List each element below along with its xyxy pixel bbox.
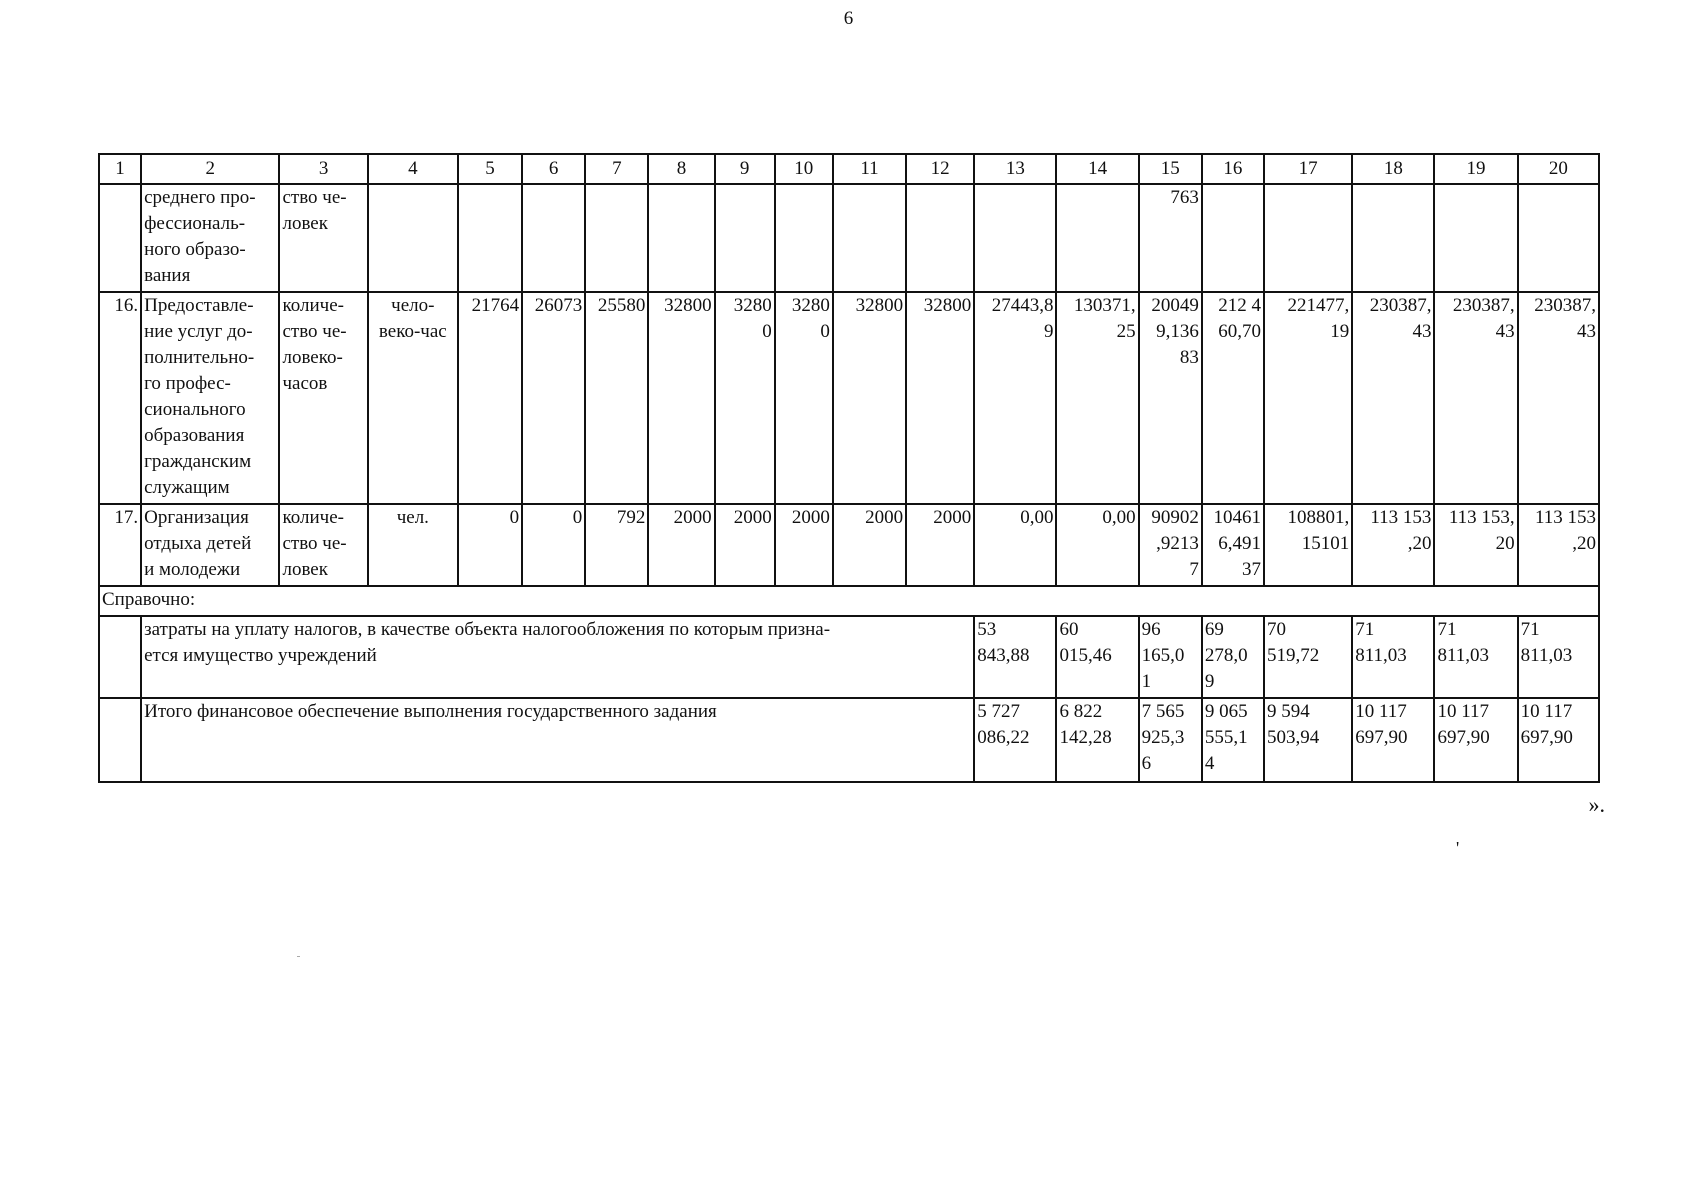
table-row-continued [99,184,1599,292]
unit-cell: количе- ство че- ловек [279,504,367,586]
value-cell: 0 [522,504,585,586]
header-cell: 20 [1518,154,1599,184]
value-cell: 113 153, 20 [1434,504,1517,586]
header-cell: 18 [1352,154,1434,184]
value-cell: 2000 [906,504,974,586]
value-cell: 10 117 697,90 [1434,698,1517,782]
table-row-17 [99,504,1599,586]
value-cell: 32800 [833,292,906,504]
header-cell: 11 [833,154,906,184]
total-row [99,698,1599,782]
service-name-cell: Организация отдыха детей и молодежи [141,504,279,586]
header-cell: 14 [1056,154,1138,184]
value-cell: 53 843,88 [974,616,1056,698]
value-cell: 96 165,0 1 [1139,616,1202,698]
value-cell: 25580 [585,292,648,504]
unit-cell: количе- ство че- ловеко- часов [279,292,367,504]
header-cell: 8 [648,154,714,184]
tax-costs-row [99,616,1599,698]
value-cell: 70 519,72 [1264,616,1352,698]
reference-label: Справочно: [99,586,1599,616]
row-number-cell: 17. [99,504,141,586]
value-cell: 230387, 43 [1518,292,1599,504]
header-cell: 3 [279,154,367,184]
value-cell: 2000 [648,504,714,586]
value-cell: 6 822 142,28 [1056,698,1138,782]
value-cell: 230387, 43 [1434,292,1517,504]
header-cell: 15 [1139,154,1202,184]
header-cell: 16 [1202,154,1264,184]
reference-row [99,586,1599,616]
financial-table [98,153,1600,783]
page-number: 6 [843,8,854,29]
header-cell: 7 [585,154,648,184]
value-cell: 3280 0 [715,292,775,504]
header-cell: 17 [1264,154,1352,184]
value-cell: 212 4 60,70 [1202,292,1264,504]
value-cell: 2000 [833,504,906,586]
value-cell: 0,00 [1056,504,1138,586]
value-cell: 792 [585,504,648,586]
measure-cell: чел. [368,504,458,586]
value-cell: 221477, 19 [1264,292,1352,504]
value-cell: 2000 [715,504,775,586]
unit-cell: ство че- ловек [279,184,367,292]
value-cell: 60 015,46 [1056,616,1138,698]
value-cell: 130371, 25 [1056,292,1138,504]
value-cell: 32800 [906,292,974,504]
header-cell: 2 [141,154,279,184]
service-name-cell: Предоставле- ние услуг до- полнительно- го профес- сионального образования гражданским служащим [141,292,279,504]
value-cell: 0,00 [974,504,1056,586]
value-cell: 7 565 925,3 6 [1139,698,1202,782]
header-cell: 5 [458,154,522,184]
value-cell: 10 117 697,90 [1352,698,1434,782]
value-cell: 113 153 ,20 [1518,504,1599,586]
header-cell: 19 [1434,154,1517,184]
header-cell: 1 [99,154,141,184]
tax-costs-label: затраты на уплату налогов, в качестве объекта налогообложения по которым призна- ется имущество учреждений [141,616,974,698]
header-cell: 10 [775,154,833,184]
scan-speck [297,956,300,957]
value-cell: 26073 [522,292,585,504]
value-cell: 10 117 697,90 [1518,698,1599,782]
total-label: Итого финансовое обеспечение выполнения государственного задания [141,698,974,782]
row-number-cell: 16. [99,292,141,504]
header-cell: 4 [368,154,458,184]
value-cell: 763 [1139,184,1202,292]
value-cell: 21764 [458,292,522,504]
header-row [99,154,1599,184]
value-cell: 71 811,03 [1352,616,1434,698]
measure-cell: чело- веко-час [368,292,458,504]
table-row-16 [99,292,1599,504]
value-cell: 27443,8 9 [974,292,1056,504]
value-cell: 9 594 503,94 [1264,698,1352,782]
header-cell: 12 [906,154,974,184]
value-cell: 9 065 555,1 4 [1202,698,1264,782]
stray-mark: ' [1456,838,1460,858]
header-cell: 13 [974,154,1056,184]
value-cell: 2000 [775,504,833,586]
header-cell: 9 [715,154,775,184]
value-cell: 20049 9,136 83 [1139,292,1202,504]
value-cell: 90902 ,9213 7 [1139,504,1202,586]
value-cell: 0 [458,504,522,586]
value-cell: 113 153 ,20 [1352,504,1434,586]
value-cell: 71 811,03 [1434,616,1517,698]
value-cell: 108801, 15101 [1264,504,1352,586]
value-cell: 71 811,03 [1518,616,1599,698]
value-cell: 3280 0 [775,292,833,504]
value-cell: 230387, 43 [1352,292,1434,504]
value-cell: 5 727 086,22 [974,698,1056,782]
closing-quote: ». [1588,792,1605,817]
service-name-cell: среднего про- фессиональ- ного образо- вания [141,184,279,292]
value-cell: 10461 6,491 37 [1202,504,1264,586]
row-number-cell [99,184,141,292]
header-cell: 6 [522,154,585,184]
value-cell: 69 278,0 9 [1202,616,1264,698]
value-cell: 32800 [648,292,714,504]
